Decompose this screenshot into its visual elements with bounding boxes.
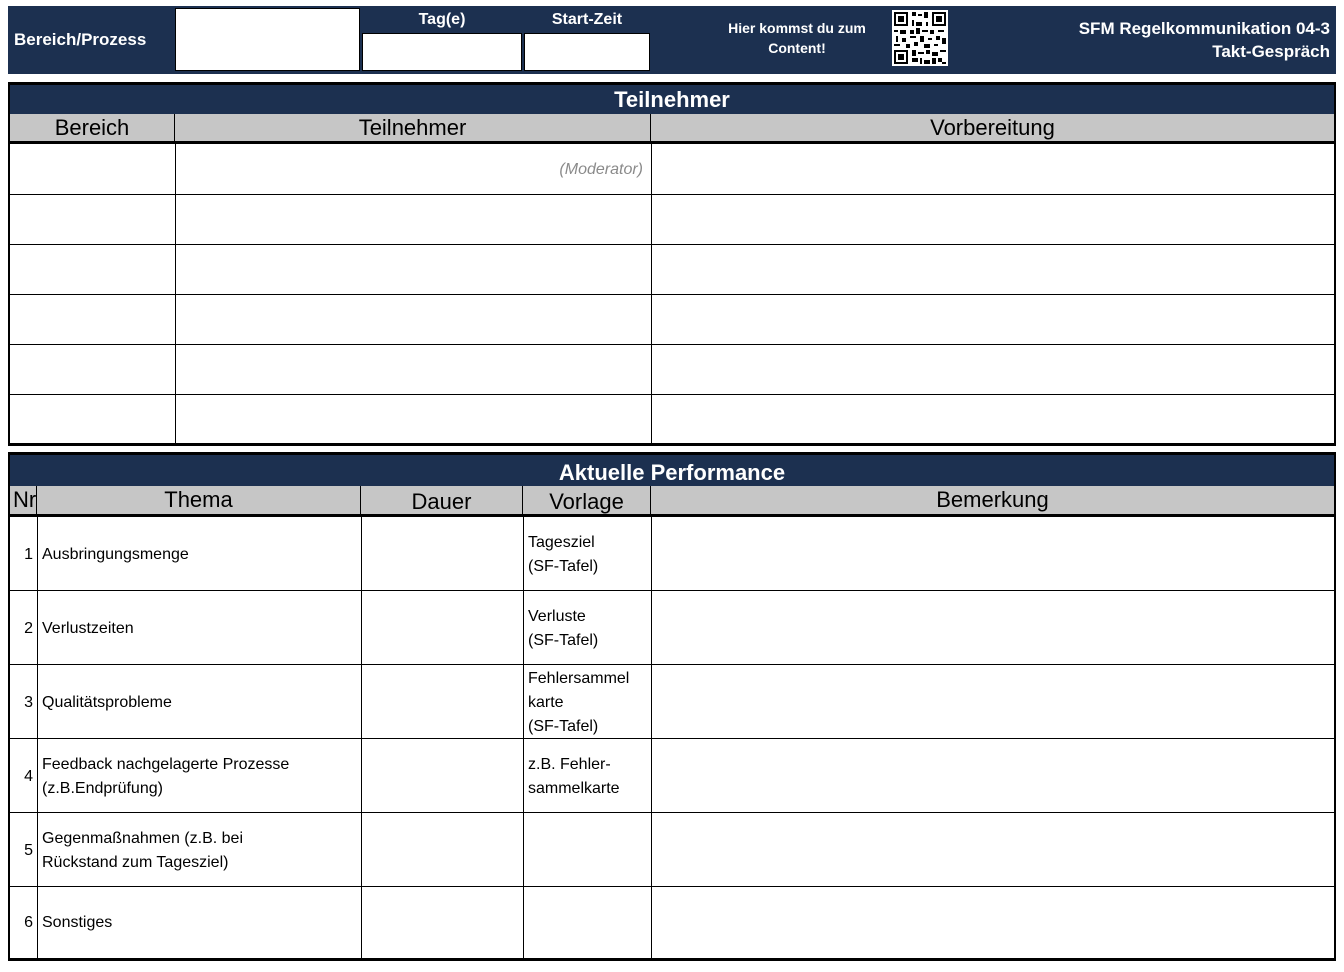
col-header-dauer: Dauer [411, 489, 472, 514]
performance-row-2-dauer[interactable] [361, 592, 522, 665]
qr-code-icon[interactable] [892, 10, 948, 66]
content-hint[interactable]: Hier kommst du zum Content! [722, 16, 872, 60]
performance-row-5-vorlage [523, 814, 650, 887]
performance-row-1-thema: Ausbringungsmenge [42, 545, 189, 563]
performance-row-1-dauer[interactable] [361, 518, 522, 591]
document-title-line1: SFM Regelkommunikation 04-3 [1078, 19, 1330, 38]
col-header-thema: Thema [164, 487, 233, 512]
teilnehmer-row-2-bereich[interactable] [10, 195, 174, 244]
teilnehmer-row-4-bereich[interactable] [10, 295, 174, 344]
performance-row-2-vorlage: Verluste (SF-Tafel) [528, 607, 599, 649]
col-header-vorlage: Vorlage [549, 489, 624, 514]
teilnehmer-row-5-vorbereitung[interactable] [651, 345, 1334, 394]
teilnehmer-row-6-vorbereitung[interactable] [651, 395, 1334, 443]
teilnehmer-row-1-name[interactable] [175, 145, 650, 194]
col-header-bemerkung: Bemerkung [936, 487, 1049, 512]
performance-row-6-dauer[interactable] [361, 888, 522, 958]
teilnehmer-row-4-vorbereitung[interactable] [651, 295, 1334, 344]
performance-section-title: Aktuelle Performance [8, 452, 1336, 486]
teilnehmer-row-2-name[interactable] [175, 195, 650, 244]
teilnehmer-row-1-bereich[interactable] [10, 145, 174, 194]
performance-row-4-thema: Feedback nachgelagerte Prozesse (z.B.Endprüfung) [42, 755, 290, 797]
teilnehmer-row-3-bereich[interactable] [10, 245, 174, 294]
performance-row-4-bemerkung[interactable] [651, 740, 1334, 813]
teilnehmer-section-title: Teilnehmer [8, 82, 1336, 114]
col-header-nr: Nr [13, 487, 36, 512]
document-title-line2: Takt-Gespräch [1212, 42, 1330, 61]
performance-row-1-nr: 1 [24, 545, 33, 563]
teilnehmer-row-6-bereich[interactable] [10, 395, 174, 443]
performance-row-2-nr: 2 [24, 619, 33, 637]
teilnehmer-row-5-name[interactable] [175, 345, 650, 394]
teilnehmer-row-3-name[interactable] [175, 245, 650, 294]
bereich-prozess-field[interactable] [175, 8, 360, 71]
performance-row-6-bemerkung[interactable] [651, 888, 1334, 958]
performance-row-3-vorlage: Fehlersammel karte (SF-Tafel) [528, 669, 630, 735]
teilnehmer-row-3-vorbereitung[interactable] [651, 245, 1334, 294]
performance-row-4-nr: 4 [24, 767, 33, 785]
performance-row-4-dauer[interactable] [361, 740, 522, 813]
bereich-prozess-label-text: Bereich/Prozess [14, 30, 147, 49]
performance-row-3-nr: 3 [24, 693, 33, 711]
performance-row-4-vorlage: z.B. Fehler- sammelkarte [528, 755, 620, 797]
performance-row-1-vorlage: Tagesziel (SF-Tafel) [528, 533, 599, 575]
performance-row-2-thema: Verlustzeiten [42, 619, 134, 637]
teilnehmer-row-2-vorbereitung[interactable] [651, 195, 1334, 244]
col-header-teilnehmer: Teilnehmer [358, 115, 467, 140]
teilnehmer-row-6-name[interactable] [175, 395, 650, 443]
performance-row-6-nr: 6 [24, 914, 33, 931]
performance-row-5-thema: Gegenmaßnahmen (z.B. bei Rückstand zum Tagesziel) [42, 829, 243, 871]
performance-row-3-dauer[interactable] [361, 666, 522, 739]
teilnehmer-row-1-vorbereitung[interactable] [651, 145, 1334, 194]
performance-row-5-nr: 5 [24, 841, 33, 859]
startzeit-label: Start-Zeit [524, 8, 650, 32]
moderator-hint: (Moderator) [559, 160, 643, 178]
performance-row-5-bemerkung[interactable] [651, 814, 1334, 887]
col-header-bereich: Bereich [54, 115, 130, 140]
startzeit-field[interactable] [524, 33, 650, 71]
bereich-prozess-label [8, 6, 174, 74]
performance-row-6-vorlage [523, 888, 650, 958]
performance-row-5-dauer[interactable] [361, 814, 522, 887]
performance-row-2-bemerkung[interactable] [651, 592, 1334, 665]
tage-label: Tag(e) [362, 8, 522, 32]
performance-row-6-thema: Sonstiges [42, 914, 113, 931]
teilnehmer-row-4-name[interactable] [175, 295, 650, 344]
tage-field[interactable] [362, 33, 522, 71]
col-header-vorbereitung: Vorbereitung [930, 115, 1055, 140]
teilnehmer-row-5-bereich[interactable] [10, 345, 174, 394]
performance-row-1-bemerkung[interactable] [651, 518, 1334, 591]
document-title [1000, 17, 1330, 65]
performance-row-3-thema: Qualitätsprobleme [42, 693, 172, 711]
performance-row-3-bemerkung[interactable] [651, 666, 1334, 739]
